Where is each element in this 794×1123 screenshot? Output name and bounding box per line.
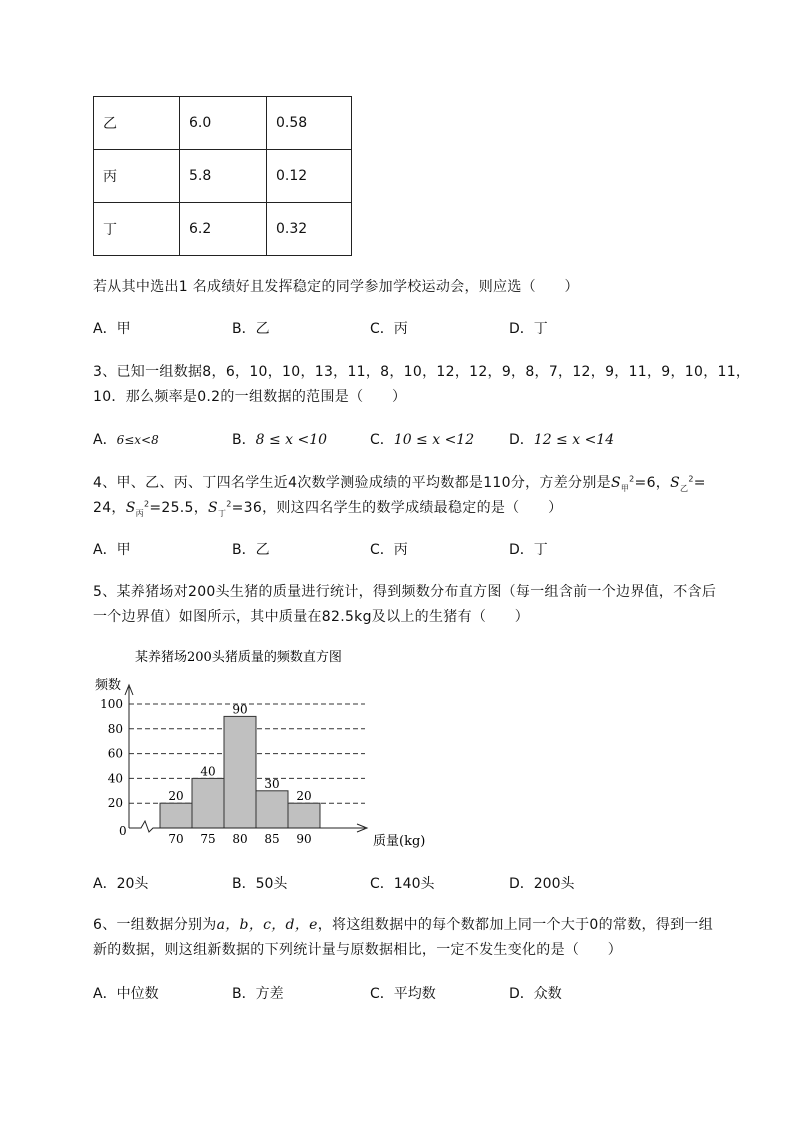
q4-option-b: B．乙 — [232, 542, 270, 558]
x-tick-label: 75 — [200, 832, 216, 846]
q4-text: = — [693, 475, 706, 491]
q4-option-c: C．丙 — [370, 542, 408, 558]
variance-symbol: S — [610, 475, 621, 491]
x-tick-label: 80 — [232, 832, 248, 846]
histogram-chart — [85, 645, 445, 855]
chart-title: 某养猪场200头猪质量的频数直方图 — [135, 650, 342, 665]
histogram-bar — [192, 778, 224, 828]
x-tick-label: 70 — [168, 832, 184, 846]
bar-value-label: 20 — [168, 789, 184, 804]
table-row — [94, 150, 352, 203]
table-cell-mean: 6.0 — [180, 97, 267, 150]
q5-option-c: C．140头 — [370, 876, 435, 892]
q3-option-b — [232, 429, 327, 449]
option-expr: 6≤x<8 — [116, 433, 159, 447]
q2-option-d: D．丁 — [509, 321, 548, 337]
q3-option-c — [370, 429, 474, 449]
table-cell-variance: 0.58 — [267, 97, 352, 150]
q3-option-d — [509, 429, 614, 449]
q2-option-a: A．甲 — [93, 321, 131, 337]
x-tick-label: 90 — [296, 832, 312, 846]
option-label: B． — [232, 432, 256, 448]
y-tick-label: 40 — [107, 771, 123, 786]
table-cell-variance: 0.32 — [267, 203, 352, 256]
square: 2 — [688, 474, 694, 484]
histogram-bar — [288, 803, 320, 828]
y-axis-label: 频数 — [95, 678, 122, 693]
histogram-bar — [256, 791, 288, 828]
q6-line2: 新的数据，则这组新数据的下列统计量与原数据相比，一定不发生变化的是（ ） — [93, 942, 623, 958]
q6-text: 6、一组数据分别为 — [93, 917, 217, 933]
q4-line2 — [93, 497, 562, 519]
q6-option-d: D．众数 — [509, 986, 562, 1002]
table-cell-variance: 0.12 — [267, 150, 352, 203]
q4-text: =25.5， — [149, 500, 209, 516]
option-expr: 12 ≤ x <14 — [533, 432, 615, 448]
histogram-bar — [160, 803, 192, 828]
q6-option-a: A．中位数 — [93, 986, 159, 1002]
table-cell-name: 丙 — [94, 150, 180, 203]
q2-option-c: C．丙 — [370, 321, 408, 337]
q5-line2: 一个边界值）如图所示，其中质量在82.5kg及以上的生猪有（ ） — [93, 609, 530, 625]
y-tick-label: 80 — [107, 721, 123, 736]
option-label: A． — [93, 432, 117, 448]
table-cell-name: 乙 — [94, 97, 180, 150]
y-tick-label: 60 — [107, 746, 123, 761]
q5-option-d: D．200头 — [509, 876, 575, 892]
bar-value-label: 20 — [296, 789, 312, 804]
table-cell-name: 丁 — [94, 203, 180, 256]
table-row — [94, 203, 352, 256]
q5-line1: 5、某养猪场对200头生猪的质量进行统计，得到频数分布直方图（每一组含前一个边界值，不含后 — [93, 584, 717, 600]
square: 2 — [226, 499, 232, 509]
q2-stem: 若从其中选出1 名成绩好且发挥稳定的同学参加学校运动会，则应选（ ） — [93, 279, 579, 295]
q4-text: 4、甲、乙、丙、丁四名学生近4次数学测验成绩的平均数都是110分，方差分别是 — [93, 475, 611, 491]
q5-option-a: A．20头 — [93, 876, 149, 892]
subscript: 丁 — [217, 508, 227, 518]
subscript: 乙 — [680, 483, 689, 493]
q3-line1: 3、已知一组数据8，6，10，10，13，11，8，10，12，12，9，8，7，12，9，11，9，10，11， — [93, 364, 751, 380]
q2-option-b: B．乙 — [232, 321, 270, 337]
bar-value-label: 40 — [200, 764, 216, 779]
q6-option-c: C．平均数 — [370, 986, 436, 1002]
origin-label: 0 — [119, 824, 127, 838]
q3-option-a — [93, 429, 159, 449]
q6-option-b: B．方差 — [232, 986, 284, 1002]
variance-symbol: S — [125, 500, 136, 516]
q6-vars: a，b，c，d，e — [216, 917, 318, 933]
y-tick-label: 20 — [107, 796, 123, 811]
table-cell-mean: 6.2 — [180, 203, 267, 256]
q4-text: =36，则这四名学生的数学成绩最稳定的是（ ） — [231, 500, 563, 516]
option-label: D． — [509, 432, 534, 448]
option-label: C． — [370, 432, 394, 448]
histogram-bar — [224, 716, 256, 828]
x-tick-label: 85 — [264, 832, 280, 846]
q5-option-b: B．50头 — [232, 876, 288, 892]
table-cell-mean: 5.8 — [180, 150, 267, 203]
q4-option-d: D．丁 — [509, 542, 548, 558]
q4-option-a: A．甲 — [93, 542, 131, 558]
table-row — [94, 97, 352, 150]
y-tick-label: 100 — [100, 697, 123, 711]
variance-symbol: S — [208, 500, 218, 516]
square: 2 — [143, 499, 150, 509]
q6-line1 — [93, 914, 713, 934]
q3-line2: 10．那么频率是0.2的一组数据的范围是（ ） — [93, 389, 407, 405]
option-expr: 10 ≤ x <12 — [393, 432, 475, 448]
subscript: 丙 — [135, 508, 144, 518]
q4-line1 — [93, 472, 706, 494]
option-expr: 8 ≤ x <10 — [255, 432, 328, 448]
bar-value-label: 30 — [264, 776, 280, 791]
q4-text: 24， — [93, 500, 126, 516]
score-table — [93, 96, 352, 256]
square: 2 — [629, 474, 635, 484]
q4-text: =6， — [634, 475, 671, 491]
subscript: 甲 — [620, 483, 630, 493]
variance-symbol: S — [670, 475, 680, 491]
bar-value-label: 90 — [232, 702, 248, 717]
q6-text: ，将这组数据中的每个数都加上同一个大于0的常数，得到一组 — [317, 917, 714, 933]
x-axis-label: 质量(kg) — [373, 834, 426, 849]
